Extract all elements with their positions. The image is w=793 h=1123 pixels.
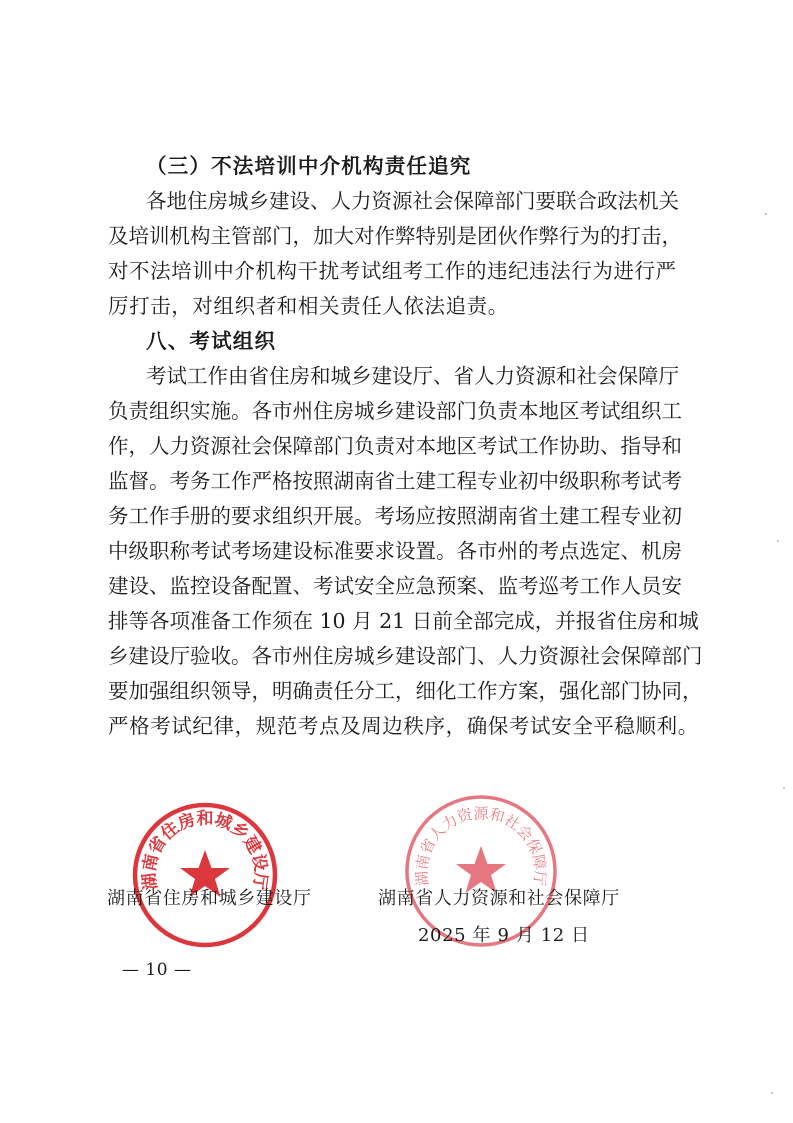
paragraph-line: 厉打击，对组织者和相关责任人依法追责。 <box>108 294 509 318</box>
paragraph-line: 严格考试纪律，规范考点及周边秩序，确保考试安全平稳顺利。 <box>108 714 699 738</box>
paragraph-line: 务工作手册的要求组织开展。考场应按照湖南省土建工程专业初 <box>108 504 682 528</box>
paragraph-line: 及培训机构主管部门，加大对作弊特别是团伙作弊行为的打击， <box>108 224 682 248</box>
paragraph-line: 中级职称考试考场建设标准要求设置。各市州的考点选定、机房 <box>108 539 682 563</box>
section-heading-8: 八、考试组织 <box>146 329 277 353</box>
paragraph-line: 各地住房城乡建设、人力资源社会保障部门要联合政法机关 <box>146 189 679 213</box>
signature-left: 湖南省住房和城乡建设厅 <box>107 888 312 909</box>
scan-speck <box>771 1092 773 1094</box>
left-seal-text: 湖南省住房和城乡建设厅 <box>139 809 271 892</box>
right-seal-text: 湖南省人力资源和社会保障厅 <box>412 804 550 887</box>
paragraph-line: 负责组织实施。各市州住房城乡建设部门负责本地区考试组织工 <box>108 399 682 423</box>
page-number: — 10 — <box>122 960 192 980</box>
left-official-seal <box>130 800 280 950</box>
signature-date: 2025 年 9 月 12 日 <box>418 925 590 946</box>
paragraph-line: 对不法培训中介机构干扰考试组考工作的违纪违法行为进行严 <box>108 259 676 283</box>
scan-speck <box>765 213 767 215</box>
scan-speck <box>783 787 785 789</box>
paragraph-line: 作，人力资源社会保障部门负责对本地区考试工作协助、指导和 <box>108 434 682 458</box>
signature-right: 湖南省人力资源和社会保障厅 <box>378 888 620 909</box>
paragraph-line: 建设、监控设备配置、考试安全应急预案、监考巡考工作人员安 <box>108 574 682 598</box>
scan-speck <box>777 540 779 542</box>
section-heading-3: （三）不法培训中介机构责任追究 <box>146 154 472 178</box>
paragraph-line: 考试工作由省住房和城乡建设厅、省人力资源和社会保障厅 <box>146 364 679 388</box>
paragraph-line: 排等各项准备工作须在 10 月 21 日前全部完成，并报省住房和城 <box>108 609 699 633</box>
paragraph-line: 乡建设厅验收。各市州住房城乡建设部门、人力资源社会保障部门 <box>108 644 703 668</box>
paragraph-line: 要加强组织领导，明确责任分工，细化工作方案，强化部门协同， <box>108 679 703 703</box>
paragraph-line: 监督。考务工作严格按照湖南省土建工程专业初中级职称考试考 <box>108 469 682 493</box>
